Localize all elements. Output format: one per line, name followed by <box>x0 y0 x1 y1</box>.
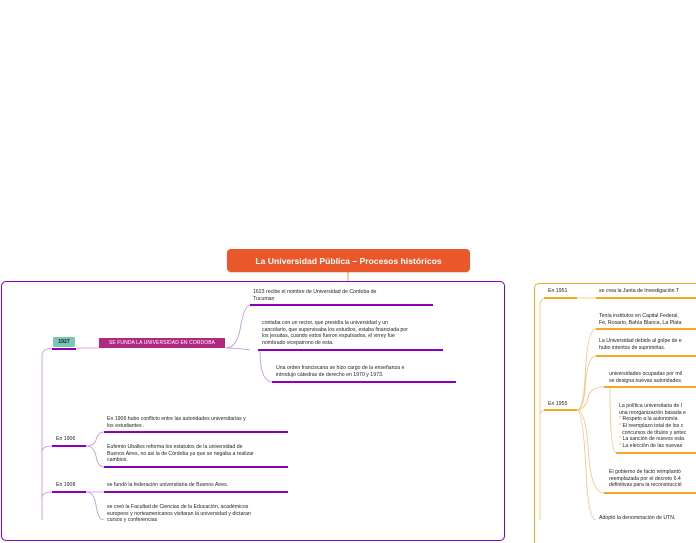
node-conflicto[interactable]: En 1906 hubo conflicto entre las autoridades universitarias y los estudiantes . <box>107 416 246 429</box>
left-branch-frame <box>1 281 505 541</box>
node-rector[interactable]: contaba con un rector, que presidía la universidad y un cancelario, que supervisaba los estudios, estaba financiada por los jesuitas, cuando estos fueron expulsados, el virrey fue nombrado vicepatrono de esta. <box>262 320 408 346</box>
funda-topic[interactable]: SE FUNDA LA UNIVERSIDAD EN CORDOBA <box>99 338 225 348</box>
node-institutos[interactable]: Tenía institutos en Capital Federal, Fe, Rosario, Bahía Blanca, La Plata <box>599 313 682 326</box>
bullet-eleccion[interactable]: * La elección de las nuevas <box>619 443 683 449</box>
node-facto[interactable]: El gobierno de facto reimplantó reemplazada por el decreto 6.4 definitivas para la reconstrucció <box>609 469 682 489</box>
bullet-star: * <box>619 416 623 422</box>
node-federacion[interactable]: se fundó la federación universitaria de Buenos Aires. <box>107 482 229 488</box>
node-utn[interactable]: Adoptó la denominación de UTN. <box>599 515 676 521</box>
bullet-star: * <box>619 436 623 442</box>
node-uballes[interactable]: Eufemio Uballes reforma los estatutos de la universidad de Buenos Aires, no asi la de Córdoba ya que se negaba a realizar cambios. <box>107 444 254 464</box>
root-topic[interactable] <box>227 249 470 272</box>
node-facultad[interactable]: se creó la Facultad de Ciencias de la Educación, académicos europeos y norteamericanos visitaran la universidad y dictaran cursos y conferencias <box>107 504 251 524</box>
year-1927-badge[interactable]: 1927 <box>53 337 75 347</box>
year-1951[interactable]: En 1951 <box>548 288 568 294</box>
node-politica[interactable]: La política universitaria de l una reorganización basada e <box>619 403 686 416</box>
node-golpe[interactable]: La Universidad debido al golpe de e hubo intentos de suprimirlas. <box>599 338 682 351</box>
node-franciscana[interactable]: Una orden franciscana se hizo cargo de la enseñanza e introdujo cátedras de derecho en 1970 y 1973. <box>276 365 405 378</box>
bullet-reemplazo-cont: concursos de títulos y antec <box>622 430 687 436</box>
bullet-autonomia[interactable]: * Respeto a la autonomía <box>619 416 678 422</box>
year-1908[interactable]: En 1908 <box>56 482 76 488</box>
year-1955[interactable]: En 1955 <box>548 401 568 407</box>
bullet-sancion[interactable]: * La sanción de nuevos esta <box>619 436 685 442</box>
bullet-star: * <box>619 423 623 429</box>
bullet-star: * <box>619 443 623 449</box>
root-title: La Universidad Pública – Procesos históricos <box>255 255 442 266</box>
bullet-reemplazo[interactable]: * El reemplazo total de los c <box>619 423 684 429</box>
node-1623[interactable]: 1623 recibe el nombre de Universidad de Cordoba de Tucuman <box>253 289 377 302</box>
node-ocupadas[interactable]: universidades ocupadas por mil se designa nuevas autoridades. <box>609 371 683 384</box>
year-1906[interactable]: En 1906 <box>56 436 76 442</box>
node-junta[interactable]: se crea la Junta de Investigación T <box>599 288 680 294</box>
